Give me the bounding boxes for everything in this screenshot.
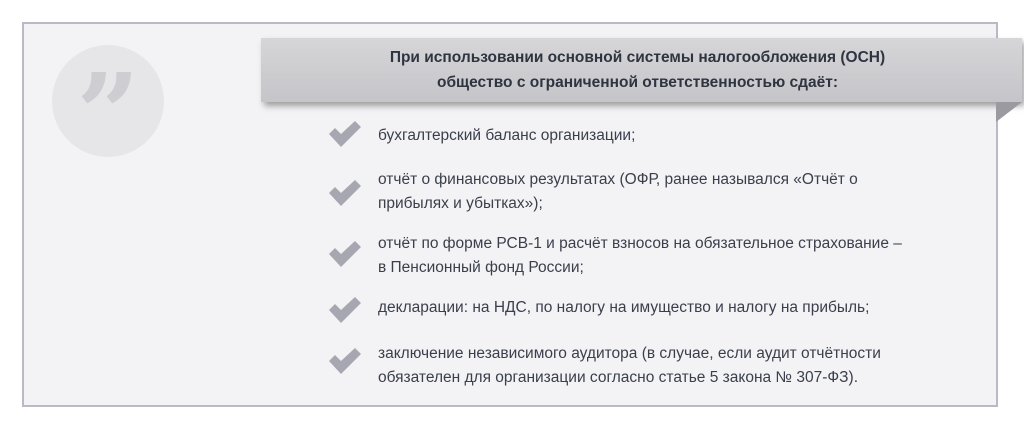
list-item-text: заключение независимого аудитора (в случае, если аудит отчётности обязателен для организации согласно статье 5 закона № 307-ФЗ). (378, 345, 881, 386)
list-item-text: бухгалтерский баланс организации; (378, 127, 636, 144)
list-item-text: отчёт о финансовых результатах (ОФР, ранее назывался «Отчёт о прибылях и убытках»); (378, 171, 858, 212)
list-item-text: декларации: на НДС, по налогу на имущество и налогу на прибыль; (378, 299, 870, 316)
check-icon (327, 296, 363, 326)
header-line-1: При использовании основной системы налогообложения (ОСН) (389, 49, 886, 66)
check-icon (327, 179, 363, 209)
list-item-text: отчёт по форме РСВ-1 и расчёт взносов на обязательное страхование – в Пенсионный фонд России; (378, 235, 902, 276)
check-icon (327, 347, 363, 377)
check-icon (327, 120, 363, 150)
quote-icon: ” (76, 49, 140, 178)
check-icon (327, 240, 363, 270)
header-line-2: общество с ограниченной ответственностью сдаёт: (436, 74, 838, 91)
